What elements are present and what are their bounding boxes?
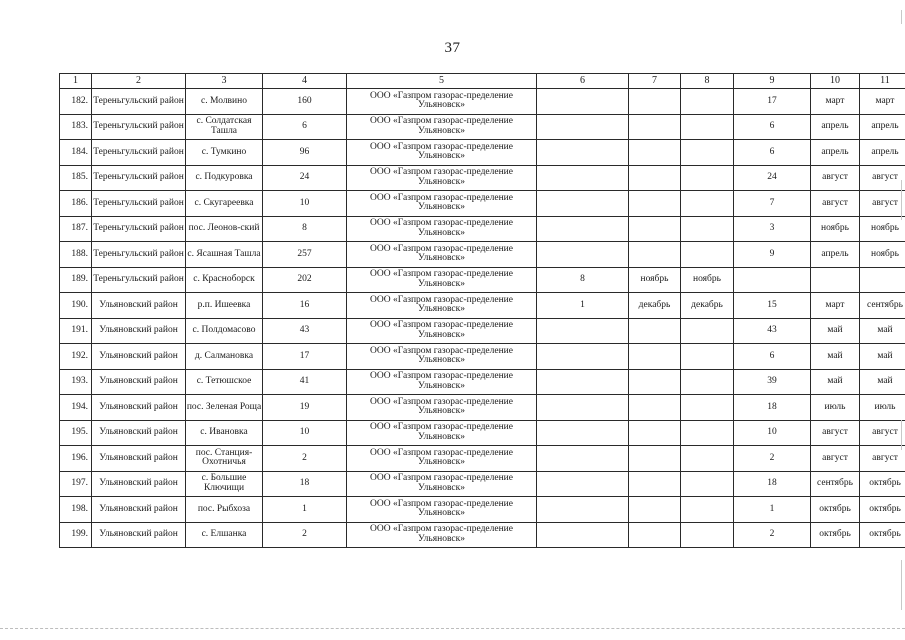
table-row: [60, 318, 905, 344]
header-cell: 6: [537, 74, 629, 89]
schedule-table: [59, 73, 905, 548]
col4-cell: 1: [263, 497, 347, 523]
col4-cell: 96: [263, 140, 347, 166]
page-number: 37: [444, 40, 461, 56]
organization-cell: ООО «Газпром газорас-пределение Ульяновск»: [347, 216, 537, 242]
col6-cell: [537, 344, 629, 370]
col8-cell: [681, 318, 734, 344]
organization-cell: ООО «Газпром газорас-пределение Ульяновск»: [347, 420, 537, 446]
col8-cell: ноябрь: [681, 267, 734, 293]
col8-cell: декабрь: [681, 293, 734, 319]
table-row: [60, 140, 905, 166]
col6-cell: [537, 191, 629, 217]
col6-cell: [537, 420, 629, 446]
col9-cell: 17: [734, 89, 811, 115]
district-cell: Ульяновский район: [92, 522, 186, 548]
locality-cell: с. Тетюшское: [186, 369, 263, 395]
row-number-cell: 191.: [60, 318, 92, 344]
header-cell: 4: [263, 74, 347, 89]
col10-cell: июль: [811, 395, 860, 421]
col6-cell: [537, 395, 629, 421]
col4-cell: 17: [263, 344, 347, 370]
col4-cell: 16: [263, 293, 347, 319]
col11-cell: март: [860, 89, 905, 115]
row-number-cell: 186.: [60, 191, 92, 217]
col9-cell: 15: [734, 293, 811, 319]
col9-cell: 10: [734, 420, 811, 446]
col7-cell: [629, 471, 681, 497]
col6-cell: [537, 140, 629, 166]
col9-cell: 6: [734, 140, 811, 166]
col11-cell: август: [860, 420, 905, 446]
header-cell: 7: [629, 74, 681, 89]
row-number-cell: 187.: [60, 216, 92, 242]
col10-cell: май: [811, 369, 860, 395]
col4-cell: 2: [263, 446, 347, 472]
col10-cell: апрель: [811, 140, 860, 166]
col7-cell: [629, 344, 681, 370]
col4-cell: 18: [263, 471, 347, 497]
col4-cell: 10: [263, 420, 347, 446]
col10-cell: апрель: [811, 242, 860, 268]
col7-cell: [629, 216, 681, 242]
col8-cell: [681, 216, 734, 242]
col8-cell: [681, 446, 734, 472]
header-cell: 2: [92, 74, 186, 89]
col8-cell: [681, 191, 734, 217]
row-number-cell: 184.: [60, 140, 92, 166]
col7-cell: [629, 369, 681, 395]
col7-cell: [629, 395, 681, 421]
row-number-cell: 198.: [60, 497, 92, 523]
row-number-cell: 199.: [60, 522, 92, 548]
col11-cell: апрель: [860, 114, 905, 140]
col10-cell: апрель: [811, 114, 860, 140]
locality-cell: с. Елшанка: [186, 522, 263, 548]
col11-cell: май: [860, 344, 905, 370]
col9-cell: 6: [734, 344, 811, 370]
table-row: [60, 497, 905, 523]
col9-cell: 24: [734, 165, 811, 191]
organization-cell: ООО «Газпром газорас-пределение Ульяновск»: [347, 471, 537, 497]
district-cell: Ульяновский район: [92, 344, 186, 370]
col8-cell: [681, 242, 734, 268]
table-row: [60, 395, 905, 421]
col7-cell: [629, 522, 681, 548]
col6-cell: [537, 242, 629, 268]
locality-cell: с. Скугареевка: [186, 191, 263, 217]
table-header-row: [60, 74, 905, 89]
locality-cell: пос. Рыбхоза: [186, 497, 263, 523]
table-row: [60, 420, 905, 446]
header-cell: 9: [734, 74, 811, 89]
district-cell: Ульяновский район: [92, 318, 186, 344]
col7-cell: [629, 114, 681, 140]
locality-cell: пос. Станция-Охотничья: [186, 446, 263, 472]
col11-cell: сентябрь: [860, 293, 905, 319]
header-cell: 1: [60, 74, 92, 89]
col4-cell: 6: [263, 114, 347, 140]
header-cell: 8: [681, 74, 734, 89]
table-row: [60, 89, 905, 115]
col10-cell: март: [811, 293, 860, 319]
col10-cell: август: [811, 165, 860, 191]
locality-cell: с. Подкуровка: [186, 165, 263, 191]
organization-cell: ООО «Газпром газорас-пределение Ульяновск»: [347, 522, 537, 548]
table-row: [60, 293, 905, 319]
col6-cell: [537, 318, 629, 344]
col11-cell: ноябрь: [860, 242, 905, 268]
col11-cell: апрель: [860, 140, 905, 166]
col9-cell: 18: [734, 395, 811, 421]
col6-cell: [537, 471, 629, 497]
organization-cell: ООО «Газпром газорас-пределение Ульяновск»: [347, 369, 537, 395]
row-number-cell: 183.: [60, 114, 92, 140]
col9-cell: 3: [734, 216, 811, 242]
col4-cell: 10: [263, 191, 347, 217]
row-number-cell: 197.: [60, 471, 92, 497]
col4-cell: 257: [263, 242, 347, 268]
col6-cell: 1: [537, 293, 629, 319]
table-row: [60, 191, 905, 217]
col9-cell: 6: [734, 114, 811, 140]
col9-cell: 43: [734, 318, 811, 344]
col9-cell: [734, 267, 811, 293]
locality-cell: с. Молвино: [186, 89, 263, 115]
col8-cell: [681, 114, 734, 140]
col6-cell: [537, 497, 629, 523]
col9-cell: 9: [734, 242, 811, 268]
row-number-cell: 188.: [60, 242, 92, 268]
header-cell: 10: [811, 74, 860, 89]
locality-cell: с. Ясашная Ташла: [186, 242, 263, 268]
col10-cell: октябрь: [811, 497, 860, 523]
col11-cell: май: [860, 369, 905, 395]
table-row: [60, 522, 905, 548]
col7-cell: [629, 140, 681, 166]
col8-cell: [681, 344, 734, 370]
col7-cell: ноябрь: [629, 267, 681, 293]
col7-cell: [629, 420, 681, 446]
col4-cell: 8: [263, 216, 347, 242]
scan-edge-mark: [901, 560, 902, 610]
page-bottom-rule: [0, 628, 905, 630]
row-number-cell: 182.: [60, 89, 92, 115]
scan-edge-mark: [901, 10, 902, 24]
col6-cell: [537, 522, 629, 548]
col8-cell: [681, 140, 734, 166]
organization-cell: ООО «Газпром газорас-пределение Ульяновск»: [347, 344, 537, 370]
table-row: [60, 471, 905, 497]
col7-cell: [629, 446, 681, 472]
locality-cell: д. Салмановка: [186, 344, 263, 370]
district-cell: Тереньгульский район: [92, 89, 186, 115]
col9-cell: 7: [734, 191, 811, 217]
organization-cell: ООО «Газпром газорас-пределение Ульяновск»: [347, 446, 537, 472]
table-row: [60, 114, 905, 140]
organization-cell: ООО «Газпром газорас-пределение Ульяновск»: [347, 497, 537, 523]
col11-cell: май: [860, 318, 905, 344]
col9-cell: 2: [734, 446, 811, 472]
organization-cell: ООО «Газпром газорас-пределение Ульяновск»: [347, 191, 537, 217]
district-cell: Ульяновский район: [92, 497, 186, 523]
col10-cell: ноябрь: [811, 216, 860, 242]
col11-cell: ноябрь: [860, 216, 905, 242]
col9-cell: 2: [734, 522, 811, 548]
district-cell: Тереньгульский район: [92, 165, 186, 191]
col4-cell: 160: [263, 89, 347, 115]
district-cell: Тереньгульский район: [92, 242, 186, 268]
locality-cell: с. Полдомасово: [186, 318, 263, 344]
col4-cell: 43: [263, 318, 347, 344]
col4-cell: 19: [263, 395, 347, 421]
col6-cell: [537, 446, 629, 472]
col8-cell: [681, 369, 734, 395]
row-number-cell: 189.: [60, 267, 92, 293]
scan-edge-mark: [901, 180, 902, 220]
scan-edge-mark: [901, 420, 902, 450]
col11-cell: август: [860, 191, 905, 217]
col7-cell: [629, 242, 681, 268]
table-row: [60, 165, 905, 191]
col11-cell: октябрь: [860, 497, 905, 523]
organization-cell: ООО «Газпром газорас-пределение Ульяновск»: [347, 114, 537, 140]
locality-cell: с. Большие Ключищи: [186, 471, 263, 497]
table-row: [60, 242, 905, 268]
col8-cell: [681, 395, 734, 421]
district-cell: Ульяновский район: [92, 471, 186, 497]
table-row: [60, 216, 905, 242]
col7-cell: [629, 165, 681, 191]
col10-cell: август: [811, 191, 860, 217]
col8-cell: [681, 471, 734, 497]
row-number-cell: 193.: [60, 369, 92, 395]
header-cell: 11: [860, 74, 905, 89]
district-cell: Ульяновский район: [92, 293, 186, 319]
locality-cell: р.п. Ишеевка: [186, 293, 263, 319]
col4-cell: 24: [263, 165, 347, 191]
col9-cell: 18: [734, 471, 811, 497]
organization-cell: ООО «Газпром газорас-пределение Ульяновск»: [347, 395, 537, 421]
col11-cell: октябрь: [860, 522, 905, 548]
col7-cell: [629, 318, 681, 344]
col11-cell: август: [860, 165, 905, 191]
locality-cell: пос. Зеленая Роща: [186, 395, 263, 421]
district-cell: Тереньгульский район: [92, 216, 186, 242]
col6-cell: [537, 89, 629, 115]
district-cell: Ульяновский район: [92, 420, 186, 446]
col7-cell: декабрь: [629, 293, 681, 319]
col8-cell: [681, 420, 734, 446]
col4-cell: 41: [263, 369, 347, 395]
col6-cell: [537, 114, 629, 140]
organization-cell: ООО «Газпром газорас-пределение Ульяновск»: [347, 242, 537, 268]
col10-cell: октябрь: [811, 522, 860, 548]
col10-cell: [811, 267, 860, 293]
row-number-cell: 195.: [60, 420, 92, 446]
col9-cell: 39: [734, 369, 811, 395]
col7-cell: [629, 89, 681, 115]
col10-cell: август: [811, 420, 860, 446]
organization-cell: ООО «Газпром газорас-пределение Ульяновск»: [347, 293, 537, 319]
locality-cell: с. Тумкино: [186, 140, 263, 166]
col6-cell: [537, 369, 629, 395]
header-cell: 5: [347, 74, 537, 89]
organization-cell: ООО «Газпром газорас-пределение Ульяновск»: [347, 89, 537, 115]
organization-cell: ООО «Газпром газорас-пределение Ульяновск»: [347, 267, 537, 293]
col11-cell: июль: [860, 395, 905, 421]
row-number-cell: 185.: [60, 165, 92, 191]
col6-cell: 8: [537, 267, 629, 293]
col6-cell: [537, 165, 629, 191]
col8-cell: [681, 89, 734, 115]
col6-cell: [537, 216, 629, 242]
row-number-cell: 196.: [60, 446, 92, 472]
col10-cell: март: [811, 89, 860, 115]
col8-cell: [681, 522, 734, 548]
col11-cell: октябрь: [860, 471, 905, 497]
header-cell: 3: [186, 74, 263, 89]
col4-cell: 2: [263, 522, 347, 548]
locality-cell: с. Красноборск: [186, 267, 263, 293]
col9-cell: 1: [734, 497, 811, 523]
district-cell: Ульяновский район: [92, 395, 186, 421]
table-body: [60, 74, 905, 548]
table-row: [60, 344, 905, 370]
col8-cell: [681, 497, 734, 523]
organization-cell: ООО «Газпром газорас-пределение Ульяновск»: [347, 165, 537, 191]
district-cell: Тереньгульский район: [92, 267, 186, 293]
row-number-cell: 194.: [60, 395, 92, 421]
col4-cell: 202: [263, 267, 347, 293]
col10-cell: сентябрь: [811, 471, 860, 497]
col10-cell: май: [811, 344, 860, 370]
col11-cell: август: [860, 446, 905, 472]
table-row: [60, 446, 905, 472]
organization-cell: ООО «Газпром газорас-пределение Ульяновск»: [347, 140, 537, 166]
district-cell: Тереньгульский район: [92, 140, 186, 166]
organization-cell: ООО «Газпром газорас-пределение Ульяновск»: [347, 318, 537, 344]
table-row: [60, 369, 905, 395]
col10-cell: май: [811, 318, 860, 344]
locality-cell: с. Солдатская Ташла: [186, 114, 263, 140]
col7-cell: [629, 497, 681, 523]
row-number-cell: 190.: [60, 293, 92, 319]
table-row: [60, 267, 905, 293]
district-cell: Ульяновский район: [92, 446, 186, 472]
district-cell: Тереньгульский район: [92, 191, 186, 217]
col8-cell: [681, 165, 734, 191]
locality-cell: пос. Леонов-ский: [186, 216, 263, 242]
locality-cell: с. Ивановка: [186, 420, 263, 446]
col7-cell: [629, 191, 681, 217]
district-cell: Тереньгульский район: [92, 114, 186, 140]
district-cell: Ульяновский район: [92, 369, 186, 395]
row-number-cell: 192.: [60, 344, 92, 370]
col10-cell: август: [811, 446, 860, 472]
col11-cell: [860, 267, 905, 293]
